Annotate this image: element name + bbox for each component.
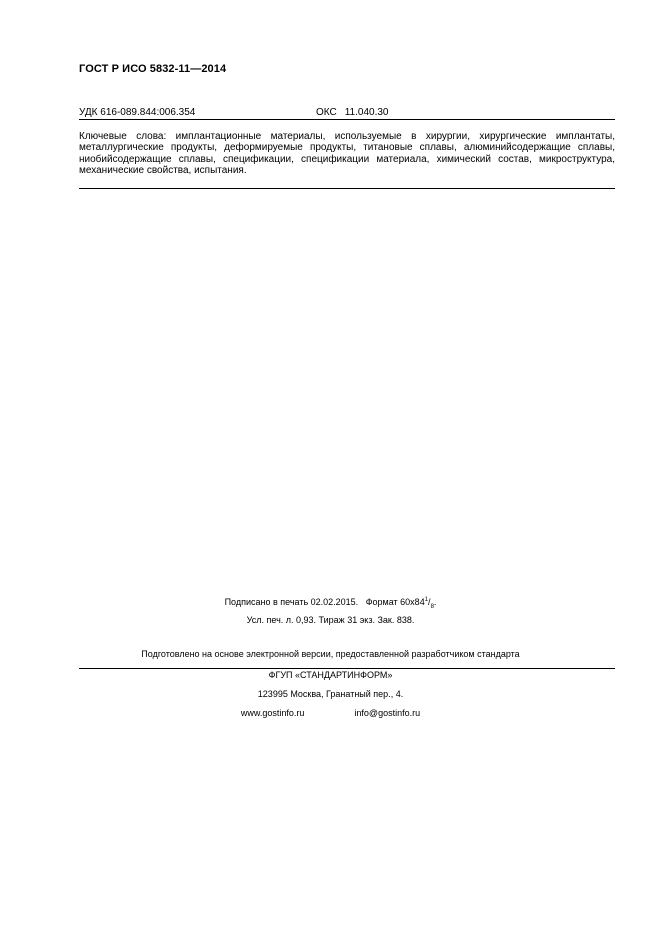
format-label: Формат 60х84: [365, 597, 425, 607]
publisher-address: 123995 Москва, Гранатный пер., 4.: [257, 689, 404, 699]
oks-value: 11.040.30: [344, 107, 389, 118]
format-numerator: 1: [424, 597, 429, 603]
top-divider: [79, 119, 615, 120]
format-suffix: .: [433, 597, 437, 607]
print-info-line: Усл. печ. л. 0,93. Тираж 31 экз. Зак. 838.: [246, 615, 415, 625]
imprint-divider: [79, 668, 615, 669]
prepared-note: Подготовлено на основе электронной версии, предоставленной разработчиком стандарта: [141, 649, 520, 659]
format-denominator: 8: [430, 603, 434, 610]
oks-code: [316, 107, 388, 118]
standard-code-header: ГОСТ Р ИСО 5832-11—2014: [79, 63, 227, 75]
email-link[interactable]: info@gostinfo.ru: [354, 708, 421, 718]
udk-code: УДК 616-089.844:006.354: [79, 107, 196, 118]
signed-date: Подписано в печать 02.02.2015.: [224, 597, 359, 607]
contact-line: [0, 708, 661, 718]
keywords-divider: [79, 188, 615, 189]
oks-label: ОКС: [316, 107, 337, 118]
signed-line: Подписано в печать 02.02.2015. Формат $60х84^1/_8$.: [224, 597, 437, 610]
publisher-name: ФГУП «СТАНДАРТИНФОРМ»: [268, 670, 393, 680]
website-link[interactable]: www.gostinfo.ru: [240, 708, 305, 718]
keywords-paragraph: Ключевые слова: имплантационные материалы, используемые в хирургии, хирургические имплантаты, металлургические продукты, деформируемые продукты, титановые сплавы, алюминийсодержащие сплавы, ниобийсодержащие сплавы, спецификации, спецификации материала, химический состав, микроструктура, механические свойства, испытания.: [79, 131, 615, 176]
